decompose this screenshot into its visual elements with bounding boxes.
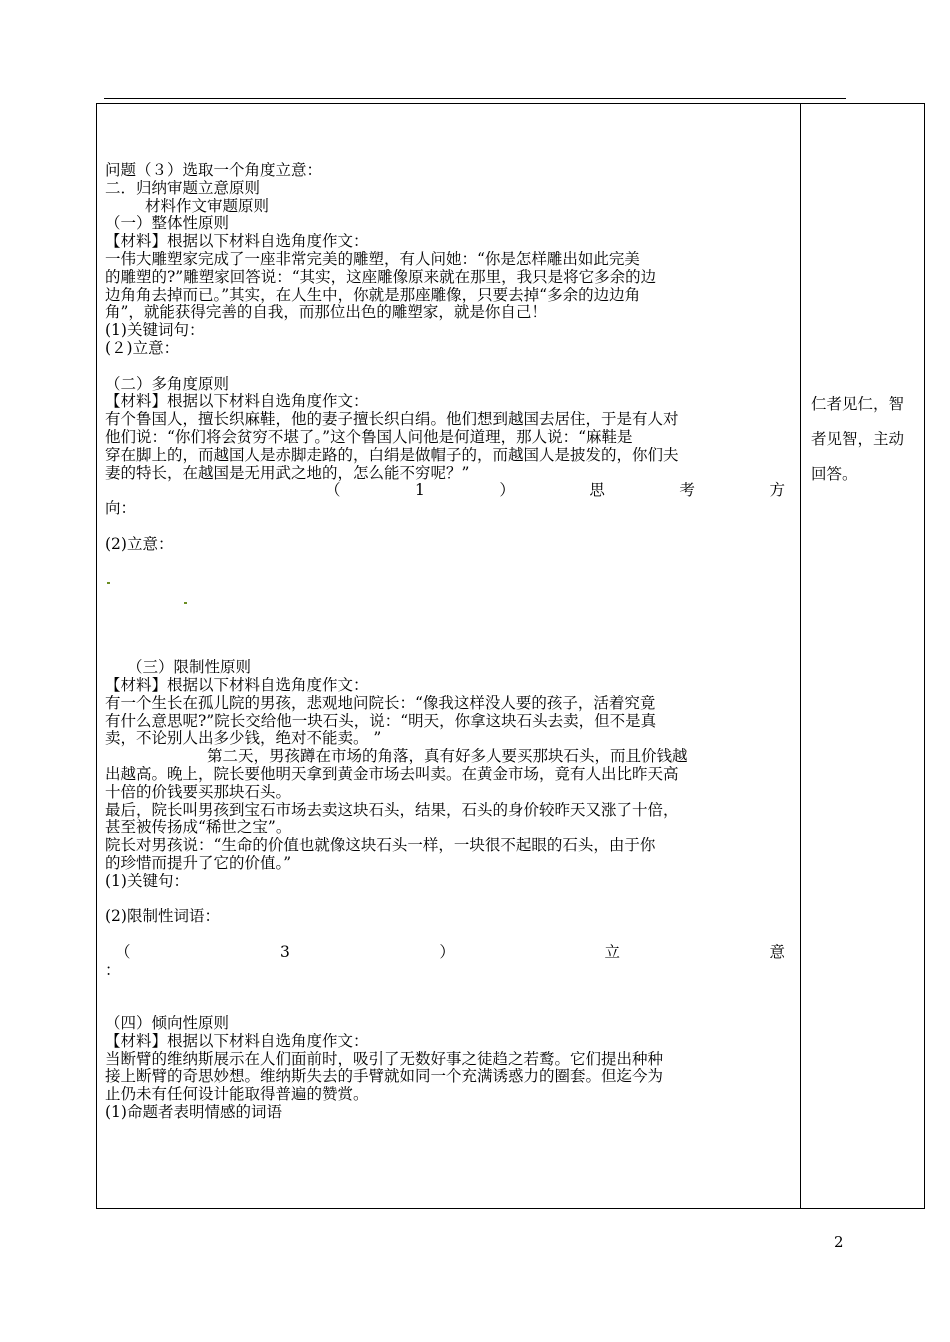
principle-3-text: 有什么意思呢?”院长交给他一块石头，说：“明天，你拿这块石头去卖，但不是真 xyxy=(105,712,657,730)
principle-3-text: 有一个生长在孤儿院的男孩，悲观地问院长：“像我这样没人要的孩子，活着究竟 xyxy=(105,694,656,712)
principle-3-text: 的珍惜而提升了它的价值。” xyxy=(105,854,292,872)
section-subtitle: 材料作文审题原则 xyxy=(145,197,270,215)
principle-4-question-1: (1)命题者表明情感的词语 xyxy=(105,1104,282,1122)
principle-1-text: 角”，就能获得完善的自我，而那位出色的雕塑家，就是你自己！ xyxy=(105,304,547,322)
main-content-cell xyxy=(105,162,793,1122)
principle-3-material: 【材料】根据以下材料自选角度作文： xyxy=(105,676,369,694)
principle-2-question-2: (2)立意： xyxy=(105,535,174,553)
principle-3-question-2: (2)限制性词语： xyxy=(105,908,220,926)
principle-4-text: 止仍未有任何设计能取得普遍的赞赏。 xyxy=(105,1086,369,1104)
principle-4-title: （四）倾向性原则 xyxy=(105,1015,230,1033)
principle-3-text: 最后，院长叫男孩到宝石市场去卖这块石头，结果，石头的身价较昨天又涨了十倍， xyxy=(105,801,679,819)
stray-mark xyxy=(107,582,110,584)
principle-2-question-1: （ 1 ） 思 考 方 xyxy=(325,481,785,500)
principle-1-text: 的雕塑的?”雕塑家回答说：“其实，这座雕像原来就在那里，我只是将它多余的边 xyxy=(105,268,657,286)
principle-3-title: （三）限制性原则 xyxy=(127,659,252,677)
principle-3-text: 甚至被传扬成“稀世之宝”。 xyxy=(105,819,292,837)
principle-3-text: 卖，不论别人出多少钱，绝对不能卖。 ” xyxy=(105,730,382,748)
principle-2-text: 妻的特长，在越国是无用武之地的，怎么能不穷呢？” xyxy=(105,464,470,482)
side-note-line: 仁者见仁，智 xyxy=(811,395,905,413)
question-3: 问题（３）选取一个角度立意： xyxy=(105,162,323,179)
principle-4-text: 当断臂的维纳斯展示在人们面前时，吸引了无数好事之徒趋之若鹜。它们提出种种 xyxy=(105,1050,664,1068)
principle-3-question-3: （ 3 ） 立 意 xyxy=(115,942,785,961)
principle-1-question-2: (２)立意： xyxy=(105,339,180,357)
stray-mark xyxy=(184,602,187,604)
principle-1-text: 边角角去掉而已。”其实，在人生中，你就是那座雕像，只要去掉“多余的边边角 xyxy=(105,286,641,304)
principle-3-text: 第二天，男孩蹲在市场的角落，真有好多人要买那块石头，而且价钱越 xyxy=(207,748,688,766)
principle-3-question-1: (1)关键句： xyxy=(105,872,189,890)
principle-2-text: 有个鲁国人，擅长织麻鞋，他的妻子擅长织白绢。他们想到越国去居住，于是有人对 xyxy=(105,411,679,429)
lesson-table xyxy=(96,103,925,1209)
principle-2-material: 【材料】根据以下材料自选角度作文： xyxy=(105,393,369,411)
principle-3-text: 十倍的价钱要买那块石头。 xyxy=(105,783,292,801)
principle-2-title: （二）多角度原则 xyxy=(105,375,230,393)
side-note-cell xyxy=(811,387,921,492)
section-2-heading: 二．归纳审题立意原则 xyxy=(105,179,261,197)
principle-2-text: 他们说：“你们将会贫穷不堪了。”这个鲁国人问他是何道理，那人说：“麻鞋是 xyxy=(105,428,633,446)
principle-3-question-3-tail: ： xyxy=(105,961,121,979)
principle-4-material: 【材料】根据以下材料自选角度作文： xyxy=(105,1032,369,1050)
side-note-line: 者见智，主动 xyxy=(811,430,905,448)
side-note-line: 回答。 xyxy=(811,465,858,483)
principle-3-text: 出越高。晚上，院长要他明天拿到黄金市场去叫卖。在黄金市场，竟有人出比昨天高 xyxy=(105,765,679,783)
principle-3-text: 院长对男孩说：“生命的价值也就像这块石头一样，一块很不起眼的石头，由于你 xyxy=(105,837,656,855)
principle-4-text: 接上断臂的奇思妙想。维纳斯失去的手臂就如同一个充满诱惑力的圈套。但迄今为 xyxy=(105,1068,664,1086)
principle-2-text: 穿在脚上的，而越国人是赤脚走路的，白绢是做帽子的，而越国人是披发的，你们夫 xyxy=(105,446,679,464)
page-number: 2 xyxy=(834,1233,844,1251)
stray-marks xyxy=(105,554,793,624)
header-rule xyxy=(104,98,846,99)
principle-2-question-1-tail: 向： xyxy=(105,500,137,518)
column-divider xyxy=(800,104,801,1208)
principle-1-text: 一伟大雕塑家完成了一座非常完美的雕塑，有人问她：“你是怎样雕出如此完美 xyxy=(105,250,640,268)
principle-1-material: 【材料】根据以下材料自选角度作文： xyxy=(105,233,369,251)
principle-1-title: （一）整体性原则 xyxy=(105,215,230,233)
principle-1-question-1: (1)关键词句： xyxy=(105,322,205,340)
